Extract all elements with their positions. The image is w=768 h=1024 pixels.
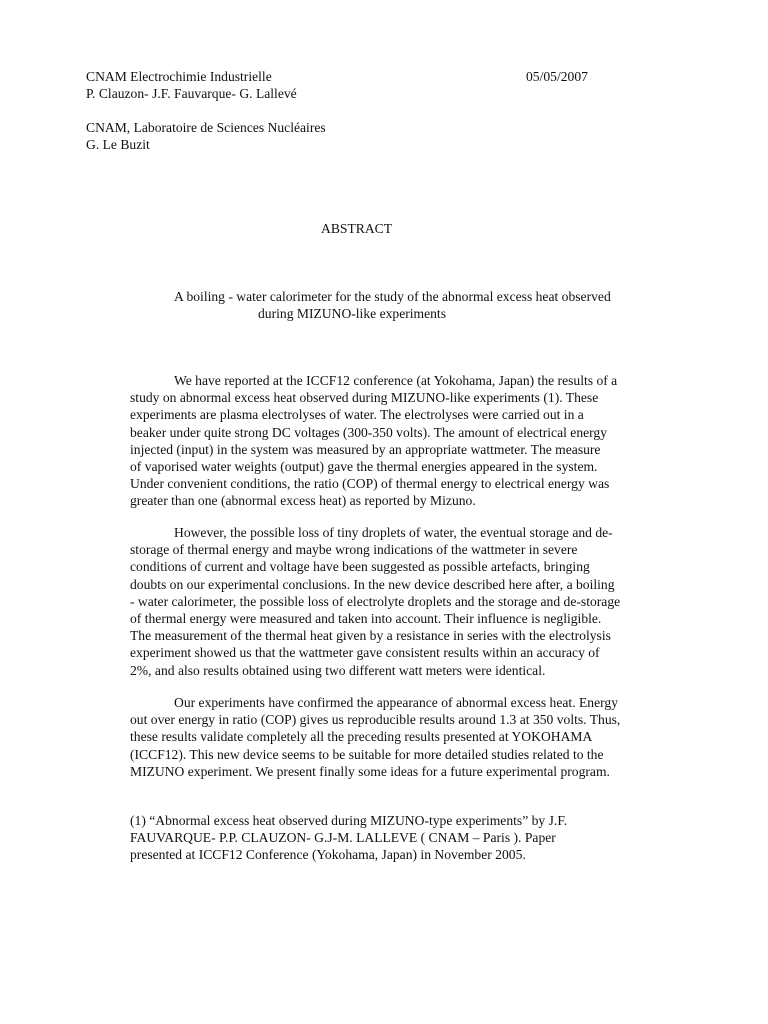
document-date: 05/05/2007: [526, 69, 588, 84]
text-line: greater than one (abnormal excess heat) as reported by Mizuno.: [130, 493, 476, 509]
text-line: - water calorimeter, the possible loss of electrolyte droplets and the storage and de-storage: [130, 593, 621, 609]
authors-line-2: G. Le Buzit: [86, 137, 150, 152]
authors-line-1: P. Clauzon- J.F. Fauvarque- G. Lallevé: [86, 86, 297, 101]
text-line: (ICCF12). This new device seems to be suitable for more detailed studies related to the: [130, 746, 604, 762]
footnote-line: (1) “Abnormal excess heat observed during MIZUNO-type experiments” by J.F.: [130, 813, 568, 828]
text-line: However, the possible loss of tiny droplets of water, the eventual storage and de-: [174, 525, 613, 540]
text-line: of thermal energy were measured and taken into account. Their influence is negligible.: [130, 611, 602, 627]
text-line: 2%, and also results obtained using two different watt meters were identical.: [130, 662, 546, 678]
text-line: of vaporised water weights (output) gave the thermal energies appeared in the system.: [130, 459, 598, 475]
text-line: We have reported at the ICCF12 conference (at Yokohama, Japan) the results of a: [174, 373, 618, 388]
text-line: Our experiments have confirmed the appearance of abnormal excess heat. Energy: [174, 695, 618, 710]
abstract-paragraph-1: [130, 372, 653, 510]
text-line: out over energy in ratio (COP) gives us reproducible results around 1.3 at 350 volts. Thus,: [130, 712, 621, 728]
footnote-line: presented at ICCF12 Conference (Yokohama, Japan) in November 2005.: [130, 847, 526, 863]
paper-title-line-2: during MIZUNO-like experiments: [258, 306, 447, 321]
institution-line-1: CNAM Electrochimie Industrielle: [86, 69, 272, 84]
text-line: injected (input) in the system was measured by an appropriate wattmeter. The measure: [130, 441, 601, 457]
paper-title-line-1: A boiling - water calorimeter for the study of the abnormal excess heat observed: [174, 289, 611, 304]
abstract-paragraph-2: [130, 524, 653, 679]
text-line: experiments are plasma electrolyses of water. The electrolyses were carried out in a: [130, 407, 584, 423]
text-line: these results validate completely all the preceding results presented at YOKOHAMA: [130, 729, 593, 745]
abstract-paragraph-3: [130, 694, 653, 780]
text-line: MIZUNO experiment. We present finally some ideas for a future experimental program.: [130, 763, 610, 779]
abstract-heading: ABSTRACT: [321, 221, 393, 236]
text-line: study on abnormal excess heat observed during MIZUNO-like experiments (1). These: [130, 390, 599, 406]
footnote-line: FAUVARQUE- P.P. CLAUZON- G.J-M. LALLEVE ( CNAM – Paris ). Paper: [130, 830, 556, 846]
text-line: The measurement of the thermal heat given by a resistance in series with the electrolysis: [130, 628, 611, 644]
text-line: Under convenient conditions, the ratio (COP) of thermal energy to electrical energy was: [130, 476, 610, 492]
text-line: experiment showed us that the wattmeter gave consistent results within an accuracy of: [130, 645, 600, 661]
institution-line-2: CNAM, Laboratoire de Sciences Nucléaires: [86, 120, 326, 135]
text-line: doubts on our experimental conclusions. In the new device described here after, a boiling: [130, 576, 615, 592]
text-line: storage of thermal energy and maybe wrong indications of the wattmeter in severe: [130, 542, 578, 558]
text-line: beaker under quite strong DC voltages (300-350 volts). The amount of electrical energy: [130, 424, 608, 440]
footnote: [130, 812, 653, 864]
text-line: conditions of current and voltage have been suggested as possible artefacts, bringing: [130, 559, 590, 575]
